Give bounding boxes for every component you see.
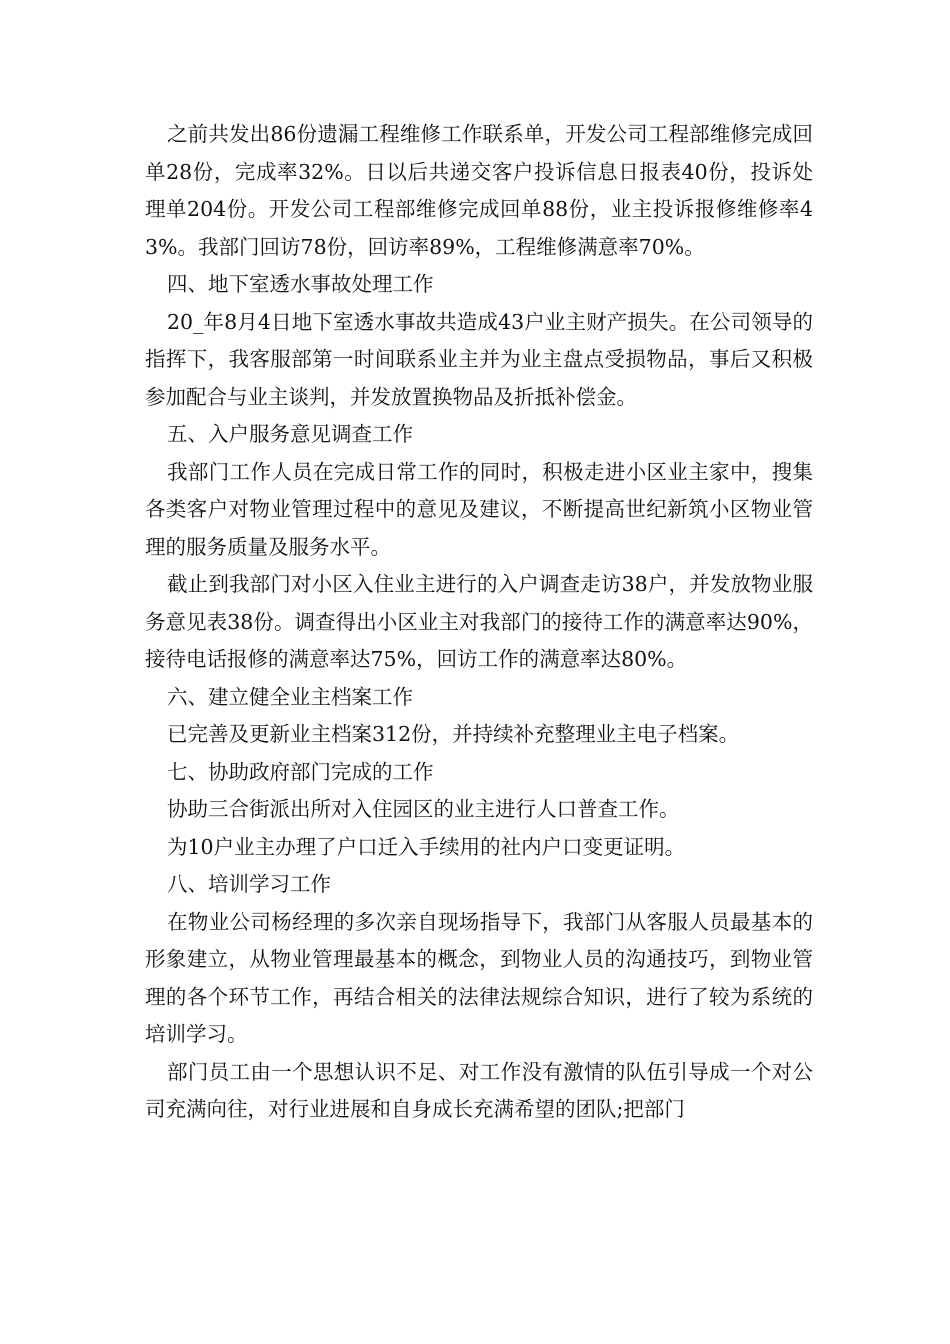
section-heading-owner-archives: 六、建立健全业主档案工作 bbox=[167, 684, 413, 709]
section-heading-basement-flood: 四、地下室透水事故处理工作 bbox=[167, 272, 434, 296]
paragraph-home-survey: 我部门工作人员在完成日常工作的同时，积极走进小区业主家中，搜集各类客户对物业管理过程中的意见及建议，不断提高世纪新筑小区物业管理的服务质量及服务水平。 bbox=[145, 459, 813, 559]
paragraph-basement-flood: 20_年8月4日地下室透水事故共造成43户业主财产损失。在公司领导的指挥下，我客服部第一时间联系业主并为业主盘点受损物品，事后又积极参加配合与业主谈判，并发放置换物品及折抵补偿金。 bbox=[145, 309, 813, 409]
section-heading-training: 八、培训学习工作 bbox=[167, 872, 331, 896]
paragraph-census: 协助三合街派出所对入住园区的业主进行人口普查工作。 bbox=[167, 797, 680, 821]
paragraph-training: 在物业公司杨经理的多次亲自现场指导下，我部门从客服人员最基本的形象建立，从物业管理最基本的概念，到物业人员的沟通技巧，到物业管理的各个环节工作，再结合相关的法律法规综合知识，进行了较为系统的培训学习。 bbox=[145, 909, 813, 1046]
paragraph-survey-results: 截止到我部门对小区入住业主进行的入户调查走访38户，并发放物业服务意见表38份。调查得出小区业主对我部门的接待工作的满意率达90%，接待电话报修的满意率达75%，回访工作的满意率达80%。 bbox=[145, 572, 813, 671]
paragraph-household-registration: 为10户业主办理了户口迁入手续用的社内户口变更证明。 bbox=[167, 834, 686, 859]
document-body bbox=[145, 116, 813, 1129]
paragraph-owner-archives: 已完善及更新业主档案312份，并持续补充整理业主电子档案。 bbox=[167, 722, 740, 746]
section-heading-government-assist: 七、协助政府部门完成的工作 bbox=[167, 759, 434, 784]
paragraph-repair-stats: 之前共发出86份遗漏工程维修工作联系单，开发公司工程部维修完成回单28份，完成率32%。日以后共递交客户投诉信息日报表40份，投诉处理单204份。开发公司工程部维修完成回单88份，业主投诉报修维修率43%。我部门回访78份，回访率89%，工程维修满意率70%。 bbox=[145, 122, 813, 259]
paragraph-team-growth: 部门员工由一个思想认识不足、对工作没有激情的队伍引导成一个对公司充满向往，对行业进展和自身成长充满希望的团队;把部门 bbox=[145, 1059, 813, 1121]
section-heading-home-survey: 五、入户服务意见调查工作 bbox=[167, 422, 413, 446]
